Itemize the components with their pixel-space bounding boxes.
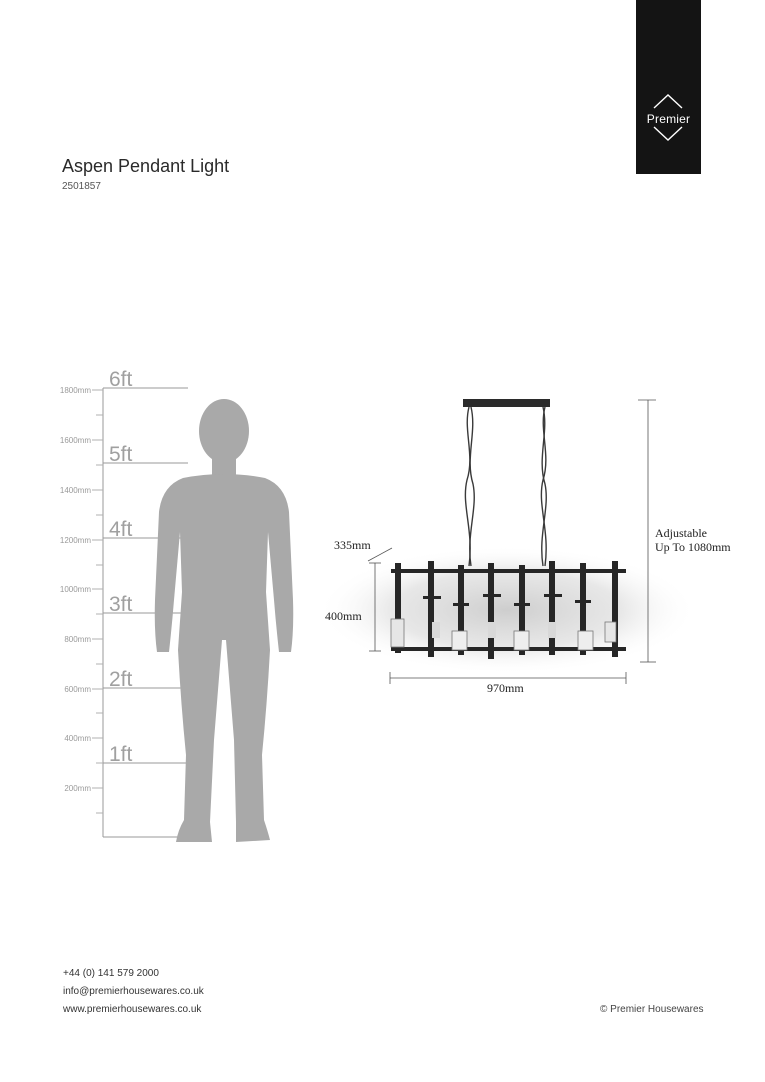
drop-label-line2: Up To 1080mm bbox=[655, 540, 731, 554]
mm-label: 1400mm bbox=[59, 486, 91, 495]
drop-label-line1: Adjustable bbox=[655, 526, 707, 540]
product-title: Aspen Pendant Light bbox=[62, 156, 230, 176]
mm-label: 800mm bbox=[64, 635, 91, 644]
mm-label: 1800mm bbox=[59, 386, 91, 395]
mm-label: 1000mm bbox=[59, 585, 91, 594]
width-label: 970mm bbox=[487, 681, 524, 695]
ft-label: 5ft bbox=[109, 443, 133, 466]
mm-label: 600mm bbox=[64, 685, 91, 694]
human-silhouette-icon bbox=[155, 399, 294, 842]
ft-label: 1ft bbox=[109, 743, 133, 766]
ceiling-canopy bbox=[463, 399, 550, 407]
product-code: 2501857 bbox=[62, 181, 101, 192]
mm-label: 400mm bbox=[64, 734, 91, 743]
ft-label: 6ft bbox=[109, 368, 133, 391]
ft-label: 3ft bbox=[109, 593, 133, 616]
depth-label: 335mm bbox=[334, 538, 371, 552]
contact-phone: +44 (0) 141 579 2000 bbox=[63, 968, 159, 979]
mm-label: 1600mm bbox=[59, 436, 91, 445]
contact-website[interactable]: www.premierhousewares.co.uk bbox=[63, 1004, 202, 1015]
ft-label: 4ft bbox=[109, 518, 133, 541]
drop-shadow bbox=[317, 546, 697, 674]
copyright-text: © Premier Housewares bbox=[600, 1004, 704, 1015]
contact-email[interactable]: info@premierhousewares.co.uk bbox=[63, 986, 204, 997]
height-label: 400mm bbox=[325, 609, 362, 623]
pendant-light-drawing bbox=[317, 399, 697, 684]
height-scale bbox=[92, 388, 188, 837]
logo-text: Premier bbox=[646, 112, 691, 126]
mm-label: 1200mm bbox=[59, 536, 91, 545]
ft-label: 2ft bbox=[109, 668, 133, 691]
mm-label: 200mm bbox=[64, 784, 91, 793]
suspension-chains bbox=[465, 407, 546, 566]
